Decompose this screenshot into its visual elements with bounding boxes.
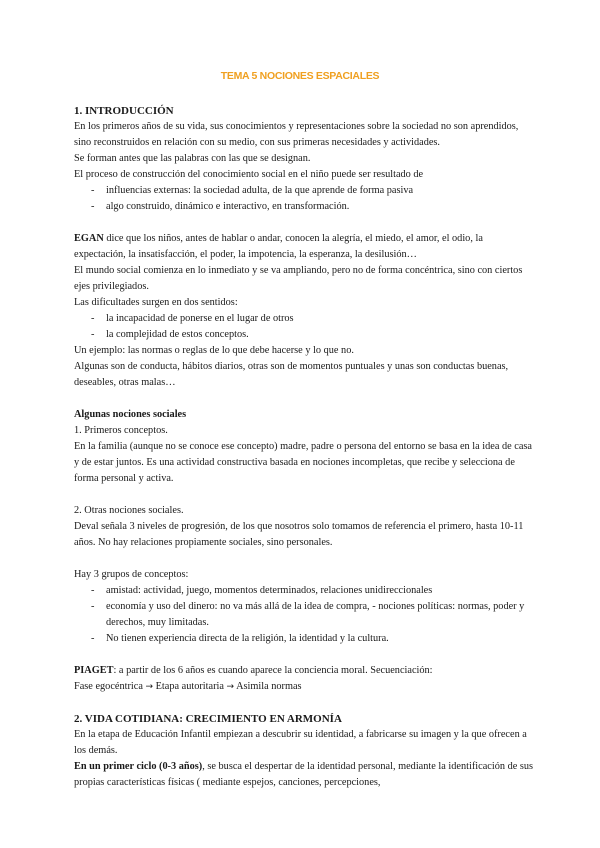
dash-list (74, 583, 534, 647)
section-heading-vida-cotidiana: 2. VIDA COTIDIANA: CRECIMIENTO EN ARMONÍA (74, 713, 342, 725)
phase-asimila: Asimila normas (234, 681, 302, 692)
paragraph: Se forman antes que las palabras con las que se designan. (74, 153, 311, 164)
list-item: - la incapacidad de ponerse en el lugar de otros (74, 311, 534, 327)
list-item: - la complejidad de estos conceptos. (74, 327, 534, 343)
arrow-right-icon: → (145, 682, 154, 692)
section-heading-nociones: Algunas nociones sociales (74, 409, 187, 420)
dash-list (74, 311, 534, 343)
arrow-right-icon: → (226, 682, 235, 692)
paragraph: Un ejemplo: las normas o reglas de lo que debe hacerse y lo que no. (74, 345, 354, 356)
egan-text: dice que los niños, antes de hablar o andar, conocen la alegría, el miedo, el amor, el odio, la expectación, la insatisfacción, el poder, la impotencia, la esperanza, la desilusión… (74, 233, 483, 260)
ciclo-label: En un primer ciclo (0-3 años) (74, 761, 203, 772)
paragraph: En la familia (aunque no se conoce ese concepto) madre, padre o persona del entorno se basa en la idea de casa y de estar juntos. Es una actividad constructiva basada en nociones incompletas, que recibe y selecciona de forma personal y activa. (74, 441, 533, 484)
paragraph: En los primeros años de su vida, sus conocimientos y representaciones sobre la sociedad no son aprendidos, sino reconstruidos en relación con su medio, con sus primeras necesidades y actividades. (74, 121, 519, 148)
paragraph: Las dificultades surgen en dos sentidos: (74, 297, 238, 308)
list-item: - influencias externas: la sociedad adulta, de la que aprende de forma pasiva (74, 183, 534, 199)
piaget-label: PIAGET (74, 665, 114, 676)
subheading: 1. Primeros conceptos. (74, 425, 168, 436)
document-body (74, 103, 534, 791)
subheading: 2. Otras nociones sociales. (74, 505, 184, 516)
document-title: TEMA 5 NOCIONES ESPACIALES (220, 70, 380, 82)
phase-autoritaria: Etapa autoritaria (153, 681, 227, 692)
paragraph: El mundo social comienza en lo inmediato y se va ampliando, pero no de forma concéntrica, sino con ciertos ejes privilegiados. (74, 265, 523, 292)
paragraph-ciclo (74, 759, 534, 791)
paragraph-piaget (74, 663, 534, 679)
paragraph: Hay 3 grupos de conceptos: (74, 569, 189, 580)
piaget-text: : a partir de los 6 años es cuando aparece la conciencia moral. Secuenciación: (113, 665, 433, 676)
list-item: - economía y uso del dinero: no va más allá de la idea de compra, - nociones políticas: normas, poder y derechos, muy limitadas. (74, 599, 534, 631)
list-item: - No tienen experiencia directa de la religión, la identidad y la cultura. (74, 631, 534, 647)
paragraph: Algunas son de conducta, hábitos diarios, otras son de momentos puntuales y unas son conductas buenas, deseables, otras malas… (74, 361, 509, 388)
paragraph: En la etapa de Educación Infantil empiezan a descubrir su identidad, a fabricarse su imagen y la que ofrecen a los demás. (74, 729, 527, 756)
paragraph: Deval señala 3 niveles de progresión, de los que nosotros solo tomamos de referencia el primero, hasta 10-11 años. No hay relaciones propiamente sociales, sino personales. (74, 521, 524, 548)
paragraph: El proceso de construcción del conocimiento social en el niño puede ser resultado de (74, 169, 424, 180)
phase-sequence (74, 679, 534, 695)
ciclo-text: , se busca el despertar de la identidad personal, mediante la identificación de sus propias características físicas ( mediante espejos, canciones, percepciones, (74, 761, 534, 788)
dash-list (74, 183, 534, 215)
egan-label: EGAN (74, 233, 104, 244)
section-heading-introduccion: 1. INTRODUCCIÓN (74, 105, 174, 117)
paragraph-egan (74, 231, 534, 263)
list-item: - amistad: actividad, juego, momentos determinados, relaciones unidireccionales (74, 583, 534, 599)
phase-egocentrica: Fase egocéntrica (74, 681, 146, 692)
list-item: - algo construido, dinámico e interactivo, en transformación. (74, 199, 534, 215)
